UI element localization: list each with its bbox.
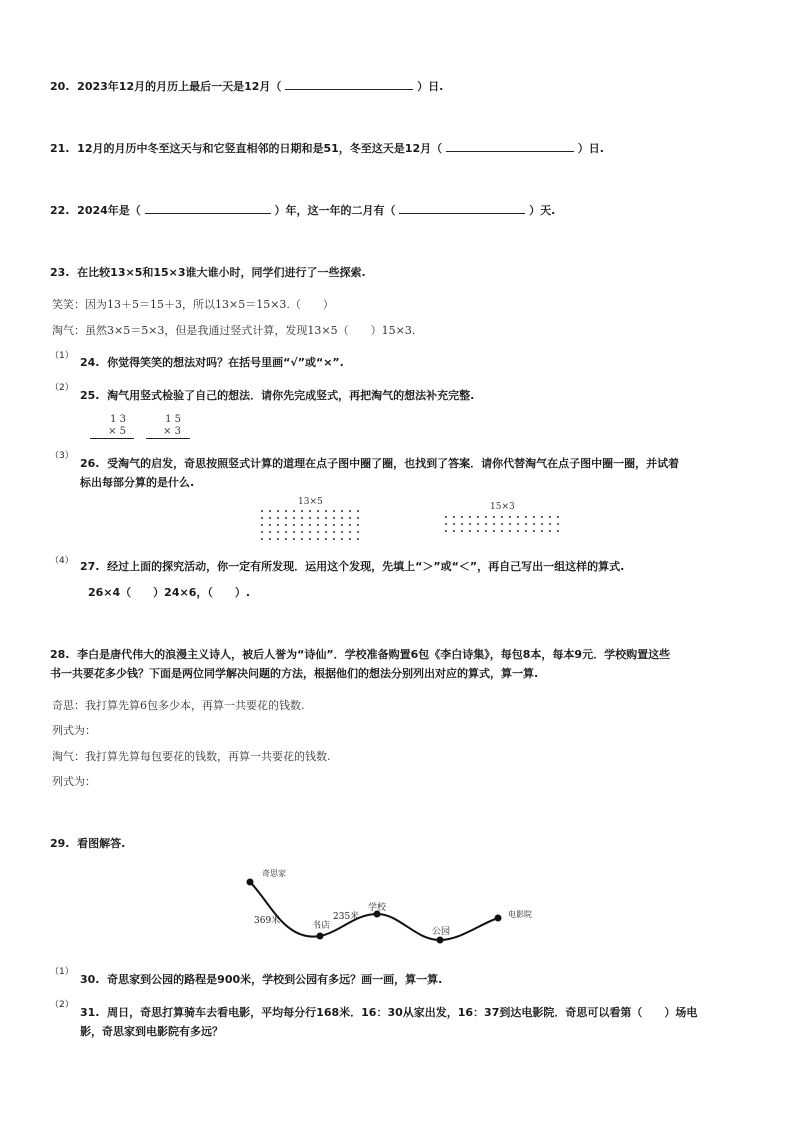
dot xyxy=(301,510,303,512)
equation-label-1[interactable]: 列式为： xyxy=(52,724,96,737)
dot xyxy=(261,517,263,519)
calc-line xyxy=(90,438,134,439)
dot xyxy=(285,524,287,526)
dot xyxy=(349,524,351,526)
dot xyxy=(269,517,271,519)
sub-tag: （2） xyxy=(50,383,74,393)
sub-tag: （1） xyxy=(50,967,74,977)
dot xyxy=(509,523,511,525)
dot xyxy=(269,510,271,512)
question-number: 25. xyxy=(80,389,100,402)
dot xyxy=(341,531,343,533)
dot xyxy=(525,523,527,525)
dot xyxy=(485,530,487,532)
answer-blank[interactable] xyxy=(285,79,413,90)
question-number: 28. xyxy=(50,648,70,661)
dot xyxy=(357,531,359,533)
question-text: 经过上面的探究活动，你一定有所发现．运用这个发现，先填上“＞”或“＜”，再自己写出一组这样的算式. xyxy=(107,560,625,573)
dot xyxy=(333,538,335,540)
dot xyxy=(525,516,527,518)
question-text: 2023年12月的月历上最后一天是12月（ xyxy=(77,80,282,93)
dot xyxy=(525,530,527,532)
dot xyxy=(477,530,479,532)
dot xyxy=(325,538,327,540)
dot xyxy=(469,530,471,532)
dot xyxy=(333,510,335,512)
dot xyxy=(493,523,495,525)
dot xyxy=(277,531,279,533)
dot-grid-13x5[interactable] xyxy=(258,508,368,542)
vertical-top: 1 3 xyxy=(110,414,126,425)
dot xyxy=(277,524,279,526)
dot xyxy=(261,524,263,526)
question-text: 李白是唐代伟大的浪漫主义诗人，被后人誉为“诗仙”．学校准备购置6包《李白诗集》，每包8本，每本9元．学校购置这些 xyxy=(77,648,671,661)
dot xyxy=(469,516,471,518)
dot xyxy=(317,538,319,540)
question-text: ）日. xyxy=(417,80,444,93)
question-28-line2: 书一共要花多少钱？下面是两位同学解决问题的方法，根据他们的想法分别列出对应的算式，算一算. xyxy=(50,667,539,680)
sub-tag: （1） xyxy=(50,351,74,361)
label-cinema: 电影院 xyxy=(508,910,532,919)
dot xyxy=(325,531,327,533)
dot xyxy=(285,510,287,512)
dot xyxy=(333,517,335,519)
dot xyxy=(501,523,503,525)
dot xyxy=(309,531,311,533)
dot xyxy=(461,530,463,532)
dot xyxy=(325,517,327,519)
dot xyxy=(541,516,543,518)
dot xyxy=(317,531,319,533)
dot xyxy=(341,538,343,540)
answer-blank[interactable] xyxy=(399,203,525,214)
question-27 xyxy=(80,558,624,574)
dot xyxy=(445,530,447,532)
question-number: 29. xyxy=(50,837,70,850)
dot xyxy=(357,538,359,540)
dots-label-15x3: 15×3 xyxy=(490,502,515,512)
question-31-line2: 影，奇思家到电影院有多远？ xyxy=(80,1025,223,1038)
dot xyxy=(285,538,287,540)
calc-line xyxy=(146,438,190,439)
dot xyxy=(509,530,511,532)
dot xyxy=(309,517,311,519)
question-28 xyxy=(50,646,670,662)
question-text: 受淘气的启发，奇思按照竖式计算的道理在点子图中圈了圈，也找到了答案．请你代替淘气在点子图中圈一圈，并试着 xyxy=(107,457,680,470)
question-24 xyxy=(80,354,344,370)
route-map xyxy=(230,862,550,952)
dot xyxy=(357,524,359,526)
dot xyxy=(445,516,447,518)
dot xyxy=(349,531,351,533)
dot xyxy=(293,510,295,512)
dot xyxy=(309,538,311,540)
question-26-line2: 标出每部分算的是什么. xyxy=(80,476,195,489)
question-text: ）年，这一年的二月有（ xyxy=(274,204,396,217)
question-21 xyxy=(50,140,604,156)
vertical-top: 1 5 xyxy=(165,414,181,425)
dot xyxy=(493,530,495,532)
dot xyxy=(533,523,535,525)
dot xyxy=(317,524,319,526)
label-park: 公园 xyxy=(432,927,451,937)
dot xyxy=(469,523,471,525)
vertical-bottom: × 5 xyxy=(108,426,126,437)
dot xyxy=(261,531,263,533)
question-text: 奇思家到公园的路程是900米，学校到公园有多远？画一画，算一算. xyxy=(107,973,443,986)
dot xyxy=(461,523,463,525)
dot xyxy=(293,517,295,519)
question-number: 20. xyxy=(50,80,70,93)
question-number: 30. xyxy=(80,973,100,986)
dot xyxy=(285,531,287,533)
dot xyxy=(269,538,271,540)
sub-tag: （3） xyxy=(50,451,74,461)
dot xyxy=(357,517,359,519)
dot xyxy=(549,530,551,532)
dot xyxy=(333,531,335,533)
dot xyxy=(301,517,303,519)
dot xyxy=(493,516,495,518)
dot xyxy=(541,530,543,532)
question-text: 周日，奇思打算骑车去看电影，平均每分行168米．16：30从家出发，16：37到达电影院．奇思可以看第（ ）场电 xyxy=(107,1006,698,1019)
question-number: 21. xyxy=(50,142,70,155)
dot xyxy=(533,530,535,532)
taoqi-statement: 淘气：虽然3×5＝5×3，但是我通过竖式计算，发现13×5（ ）15×3. xyxy=(52,324,416,337)
dot xyxy=(277,538,279,540)
dot xyxy=(453,530,455,532)
dot xyxy=(549,523,551,525)
question-text: ）天. xyxy=(529,204,556,217)
dot xyxy=(293,531,295,533)
question-text: 淘气用竖式检验了自己的想法．请你先完成竖式，再把淘气的想法补充完整. xyxy=(107,389,475,402)
dot-grid-15x3[interactable] xyxy=(442,514,564,536)
dot xyxy=(261,538,263,540)
dot xyxy=(309,510,311,512)
dot xyxy=(261,510,263,512)
dot xyxy=(509,516,511,518)
answer-blank[interactable] xyxy=(145,203,271,214)
question-20 xyxy=(50,78,443,94)
question-25 xyxy=(80,387,474,403)
sub-tag: （2） xyxy=(50,1000,74,1010)
dot xyxy=(461,516,463,518)
dot xyxy=(541,523,543,525)
dot xyxy=(445,523,447,525)
dot xyxy=(501,530,503,532)
label-d1: 369米 xyxy=(254,916,281,926)
dot xyxy=(277,510,279,512)
dot xyxy=(517,523,519,525)
label-school: 学校 xyxy=(368,903,387,913)
vertical-bottom: × 3 xyxy=(163,426,181,437)
label-bookstore: 书店 xyxy=(312,921,331,931)
dot xyxy=(269,524,271,526)
bookstore-point[interactable] xyxy=(317,933,324,940)
dot xyxy=(325,510,327,512)
answer-blank[interactable] xyxy=(446,141,574,152)
comparison-expression[interactable]: 26×4（ ）24×6，（ ）. xyxy=(88,586,251,599)
question-number: 23. xyxy=(50,266,70,279)
vertical-calc-13x5[interactable] xyxy=(100,414,126,438)
question-29 xyxy=(50,835,125,851)
dot xyxy=(341,510,343,512)
question-30 xyxy=(80,971,442,987)
dot xyxy=(317,510,319,512)
question-text: 看图解答. xyxy=(77,837,126,850)
taoqi-method: 淘气：我打算先算每包要花的钱数，再算一共要花的钱数. xyxy=(52,750,331,763)
dot xyxy=(341,517,343,519)
dot xyxy=(533,516,535,518)
sub-tag: （4） xyxy=(50,556,74,566)
dot xyxy=(557,530,559,532)
dot xyxy=(293,524,295,526)
cinema-point[interactable] xyxy=(495,915,502,922)
question-text: 在比较13×5和15×3谁大谁小时，同学们进行了一些探索. xyxy=(77,266,366,279)
equation-label-2[interactable]: 列式为： xyxy=(52,775,96,788)
dot xyxy=(357,510,359,512)
dot xyxy=(557,516,559,518)
home-point[interactable] xyxy=(247,879,254,886)
dots-label-13x5: 13×5 xyxy=(298,497,323,507)
dot xyxy=(317,517,319,519)
dot xyxy=(277,517,279,519)
question-text: 2024年是（ xyxy=(77,204,141,217)
question-text: ）日. xyxy=(577,142,604,155)
dot xyxy=(349,510,351,512)
dot xyxy=(349,517,351,519)
dot xyxy=(301,524,303,526)
label-d2: 235米 xyxy=(333,912,360,922)
dot xyxy=(341,524,343,526)
dot xyxy=(301,531,303,533)
question-number: 31. xyxy=(80,1006,100,1019)
dot xyxy=(269,531,271,533)
question-number: 24. xyxy=(80,356,100,369)
question-text: 你觉得笑笑的想法对吗？在括号里画“√”或“×”. xyxy=(107,356,344,369)
dot xyxy=(301,538,303,540)
dot xyxy=(293,538,295,540)
question-26 xyxy=(80,455,679,471)
dot xyxy=(477,523,479,525)
question-22 xyxy=(50,202,555,218)
dot xyxy=(549,516,551,518)
question-number: 26. xyxy=(80,457,100,470)
xiaoxiao-statement: 笑笑：因为13＋5＝15＋3，所以13×5＝15×3.（ ） xyxy=(52,298,334,311)
question-23 xyxy=(50,264,366,280)
dot xyxy=(325,524,327,526)
dot xyxy=(453,523,455,525)
question-number: 22. xyxy=(50,204,70,217)
question-text: 12月的月历中冬至这天与和它竖直相邻的日期和是51，冬至这天是12月（ xyxy=(77,142,443,155)
dot xyxy=(285,517,287,519)
dot xyxy=(477,516,479,518)
question-number: 27. xyxy=(80,560,100,573)
dot xyxy=(349,538,351,540)
park-point[interactable] xyxy=(437,937,444,944)
dot xyxy=(485,523,487,525)
dot xyxy=(517,516,519,518)
dot xyxy=(557,523,559,525)
vertical-calc-15x3[interactable] xyxy=(155,414,181,438)
qisi-method: 奇思：我打算先算6包多少本，再算一共要花的钱数. xyxy=(52,699,305,712)
dot xyxy=(485,516,487,518)
dot xyxy=(501,516,503,518)
label-home: 奇思家 xyxy=(262,869,286,878)
dot xyxy=(453,516,455,518)
dot xyxy=(517,530,519,532)
question-31 xyxy=(80,1004,697,1020)
dot xyxy=(333,524,335,526)
dot xyxy=(309,524,311,526)
